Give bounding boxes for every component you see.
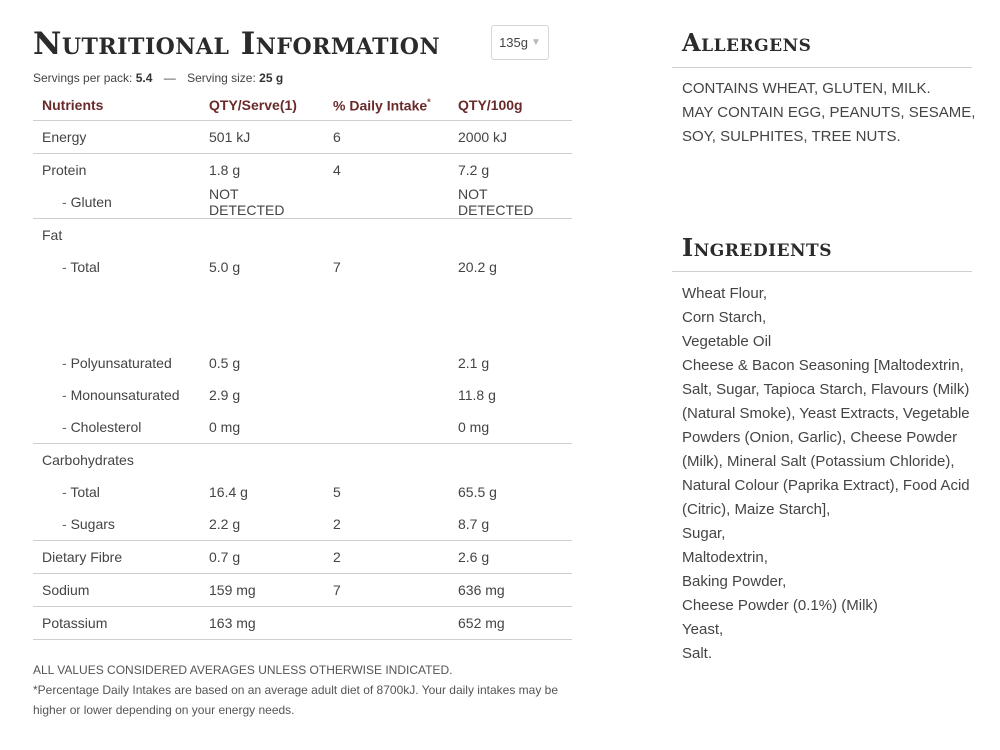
- qty-100g: 65.5 g: [458, 484, 497, 500]
- nutrient-name: [33, 347, 200, 379]
- daily-intake: [324, 347, 449, 379]
- table-row: [33, 379, 572, 411]
- ingredient-item: Cheese & Bacon Seasoning [Maltodextrin, Salt, Sugar, Tapioca Starch, Flavours (Milk) (Natural Smoke), Yeast Extracts, Vegetable Powders (Onion, Garlic), Cheese Powder (Milk), Mineral Salt (Potassium Chloride), Natural Colour (Paprika Extract), Food Acid (Citric), Maize Starch],: [682, 357, 970, 518]
- qty-100g: 8.7 g: [449, 508, 572, 541]
- ingredient-item: Cheese Powder (0.1%) (Milk): [682, 597, 878, 614]
- serving-size-value: 25 g: [259, 71, 284, 85]
- daily-intake: 5: [333, 484, 341, 500]
- sub-nutrient-label: - Total: [42, 484, 100, 500]
- sub-nutrient-label: - Total: [42, 259, 100, 275]
- daily-intake: 7: [324, 574, 449, 607]
- header-qty-serve: QTY/Serve(1): [200, 90, 324, 121]
- table-row-spacer: [33, 283, 572, 347]
- daily-intake: 2: [324, 541, 449, 574]
- pack-size-select[interactable]: [491, 25, 549, 60]
- table-row: [33, 541, 572, 574]
- table-row: [33, 508, 572, 541]
- header-qty-100g: QTY/100g: [449, 90, 572, 121]
- qty-serve: 0 mg: [200, 411, 324, 444]
- qty-serve: 2.9 g: [209, 387, 241, 403]
- daily-intake: [324, 411, 449, 444]
- qty-serve: 163 mg: [200, 607, 324, 640]
- table-row: [33, 121, 572, 154]
- nutrition-footnote: [33, 660, 573, 720]
- qty-serve: 2.2 g: [200, 508, 324, 541]
- nutrient-name: Carbohydrates: [42, 452, 134, 468]
- divider: [672, 67, 972, 68]
- nutrition-table: [33, 90, 572, 640]
- ingredient-item: Salt.: [682, 645, 713, 662]
- qty-100g: 20.2 g: [458, 259, 497, 275]
- allergens-may-contain: MAY CONTAIN EGG, PEANUTS, SESAME, SOY, SULPHITES, TREE NUTS.: [682, 104, 976, 145]
- sub-nutrient-label: - Cholesterol: [42, 419, 141, 435]
- qty-serve: 0.7 g: [200, 541, 324, 574]
- ingredient-item: Vegetable Oil: [682, 333, 772, 350]
- daily-intake: 7: [333, 259, 341, 275]
- nutrient-name: Potassium: [33, 607, 200, 640]
- header-daily-intake: [324, 90, 449, 121]
- nutrient-name: [33, 476, 200, 508]
- qty-serve: 1.8 g: [209, 162, 241, 178]
- table-row: [33, 607, 572, 640]
- sub-nutrient-label: - Sugars: [42, 516, 115, 532]
- table-row: [33, 444, 572, 477]
- ingredient-item: Wheat Flour,: [682, 285, 768, 302]
- qty-serve: 16.4 g: [209, 484, 248, 500]
- ingredient-item: Maltodextrin,: [682, 549, 768, 566]
- qty-serve: 501 kJ: [200, 121, 324, 154]
- table-row: [33, 154, 572, 187]
- qty-serve: 5.0 g: [209, 259, 241, 275]
- serving-size-label: Serving size:: [187, 71, 256, 85]
- nutrient-name: [33, 186, 200, 219]
- qty-100g: 2000 kJ: [449, 121, 572, 154]
- sub-nutrient-label: - Gluten: [42, 194, 112, 210]
- nutrient-name: Protein: [42, 162, 87, 178]
- allergens-text: [682, 77, 977, 149]
- table-row: [33, 251, 572, 283]
- averages-note: ALL VALUES CONSIDERED AVERAGES UNLESS OTHERWISE INDICATED.: [33, 663, 453, 677]
- ingredient-item: Corn Starch,: [682, 309, 767, 326]
- table-row: [33, 411, 572, 444]
- qty-100g: 636 mg: [449, 574, 572, 607]
- table-row: [33, 186, 572, 219]
- nutrient-name: Fat: [42, 227, 63, 243]
- nutrient-name: [33, 251, 200, 283]
- daily-intake-marker: *: [427, 96, 431, 107]
- allergens-contains: CONTAINS WHEAT, GLUTEN, MILK.: [682, 80, 931, 97]
- table-row: [33, 476, 572, 508]
- daily-intake: 4: [333, 162, 341, 178]
- qty-100g: 652 mg: [449, 607, 572, 640]
- daily-intake: [324, 607, 449, 640]
- qty-100g: 2.6 g: [449, 541, 572, 574]
- ingredient-item: Yeast,: [682, 621, 724, 638]
- table-row: [33, 219, 572, 252]
- qty-100g: NOT DETECTED: [449, 186, 572, 219]
- qty-100g: 0 mg: [449, 411, 572, 444]
- ingredient-item: Baking Powder,: [682, 573, 787, 590]
- ingredient-item: Sugar,: [682, 525, 726, 542]
- servings-label: Servings per pack:: [33, 71, 133, 85]
- daily-intake: 6: [324, 121, 449, 154]
- nutrient-name: Energy: [33, 121, 200, 154]
- table-row: [33, 574, 572, 607]
- daily-intake: [324, 379, 449, 411]
- ingredients-list: [682, 282, 977, 666]
- sub-nutrient-label: - Polyunsaturated: [42, 355, 172, 371]
- header-daily-intake-label: % Daily Intake: [333, 97, 428, 114]
- table-header-row: [33, 90, 572, 121]
- qty-100g: 11.8 g: [458, 387, 496, 403]
- nutrient-name: [33, 508, 200, 541]
- header-nutrients: Nutrients: [33, 90, 200, 121]
- daily-intake-note: *Percentage Daily Intakes are based on an average adult diet of 8700kJ. Your daily intakes may be higher or lower depending on your energy needs.: [33, 683, 559, 717]
- sub-nutrient-label: - Monounsaturated: [42, 387, 180, 403]
- qty-serve: 0.5 g: [209, 355, 241, 371]
- qty-100g: 2.1 g: [458, 355, 490, 371]
- servings-info: [33, 71, 283, 85]
- qty-serve: NOT DETECTED: [200, 186, 324, 219]
- nutrient-name: Sodium: [33, 574, 200, 607]
- separator: —: [163, 71, 176, 85]
- nutrient-name: [33, 379, 200, 411]
- chevron-down-icon: ▼: [531, 37, 541, 48]
- nutrient-name: Dietary Fibre: [33, 541, 200, 574]
- daily-intake: 2: [324, 508, 449, 541]
- ingredients-title: Ingredients: [682, 233, 832, 262]
- servings-value: 5.4: [135, 71, 153, 85]
- nutrition-title: Nutritional Information: [33, 26, 441, 62]
- daily-intake: [324, 186, 449, 219]
- nutrient-name: [33, 411, 200, 444]
- qty-100g: 7.2 g: [458, 162, 490, 178]
- allergens-title: Allergens: [682, 28, 812, 57]
- qty-serve: 159 mg: [200, 574, 324, 607]
- table-row: [33, 347, 572, 379]
- divider: [672, 271, 972, 272]
- pack-size-value: 135g: [499, 35, 528, 50]
